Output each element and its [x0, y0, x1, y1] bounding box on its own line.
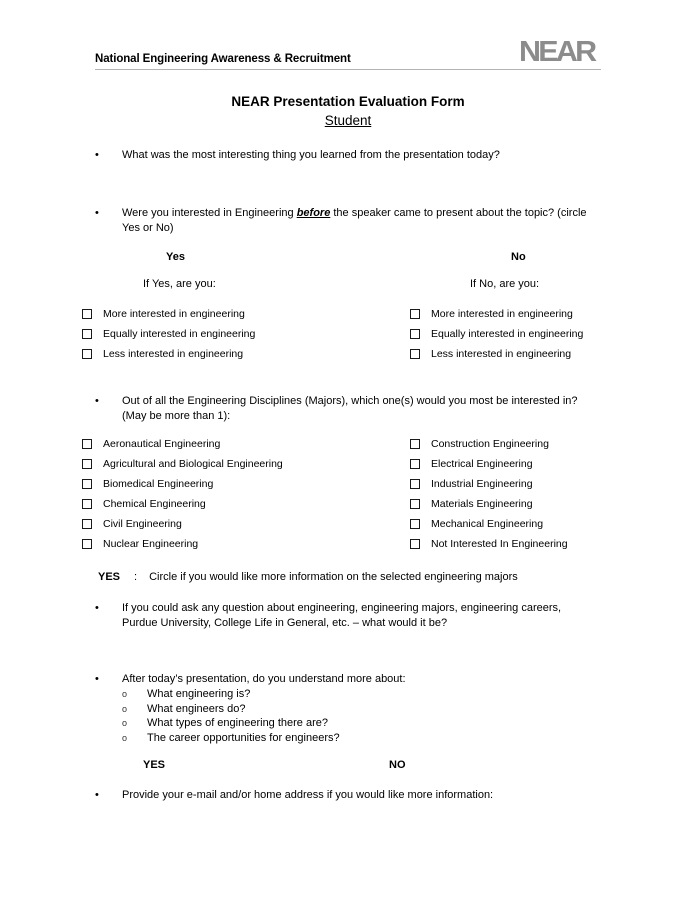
- checkbox-label: Aeronautical Engineering: [103, 438, 221, 450]
- sub-list-item-label: What engineers do?: [147, 702, 246, 715]
- checkbox-label: More interested in engineering: [431, 308, 573, 320]
- more-info-yes-word[interactable]: YES: [98, 571, 121, 583]
- checkbox-icon[interactable]: [410, 439, 420, 449]
- question-6-text: Provide your e-mail and/or home address if you would like more information:: [122, 789, 494, 801]
- checkbox-icon[interactable]: [410, 479, 420, 489]
- checkbox-icon[interactable]: [82, 499, 92, 509]
- checkbox-label: Less interested in engineering: [103, 348, 244, 360]
- checkbox-row[interactable]: [410, 324, 680, 344]
- checkbox-label: Agricultural and Biological Engineering: [103, 458, 283, 470]
- checkbox-label: Less interested in engineering: [431, 348, 572, 360]
- understanding-yes-option[interactable]: YES: [143, 759, 166, 771]
- question-5: [95, 672, 595, 687]
- checkbox-row[interactable]: [410, 434, 680, 454]
- more-info-text: Circle if you would like more information on the selected engineering majors: [149, 571, 518, 583]
- checkbox-row[interactable]: [410, 514, 680, 534]
- checkbox-icon[interactable]: [82, 479, 92, 489]
- checkbox-row[interactable]: [82, 454, 382, 474]
- checkbox-label: Mechanical Engineering: [431, 518, 544, 530]
- question-2: [95, 206, 595, 236]
- question-6: [95, 788, 595, 803]
- question-3: [95, 394, 585, 424]
- question-4: [95, 601, 595, 631]
- checkbox-row[interactable]: [82, 474, 382, 494]
- checkbox-icon[interactable]: [410, 309, 420, 319]
- if-no-label: If No, are you:: [470, 278, 540, 290]
- checkbox-icon[interactable]: [410, 329, 420, 339]
- checkbox-icon[interactable]: [82, 459, 92, 469]
- checkbox-row[interactable]: [82, 304, 372, 324]
- checkbox-row[interactable]: [410, 474, 680, 494]
- document-header: [95, 36, 601, 76]
- question-2-text-part2: the speaker came to present about the topic? (circle Yes or No): [122, 207, 587, 234]
- checkbox-icon[interactable]: [82, 519, 92, 529]
- checkbox-row[interactable]: [410, 494, 680, 514]
- disciplines-left-checkbox-list: [82, 434, 382, 554]
- sub-list-item-label: What types of engineering there are?: [147, 717, 329, 729]
- question-1: [95, 148, 595, 163]
- checkbox-label: Electrical Engineering: [431, 458, 533, 470]
- understanding-sub-list: [122, 687, 340, 745]
- question-5-text: After today’s presentation, do you understand more about:: [122, 673, 406, 685]
- checkbox-row[interactable]: [82, 494, 382, 514]
- circle-bullet-icon: o: [122, 732, 128, 743]
- interest-yes-checkbox-list: [82, 304, 372, 364]
- question-4-text: If you could ask any question about engineering, engineering majors, engineering careers, Purdue University, College Life in General, etc. – what would it be?: [122, 602, 562, 629]
- sub-list-item: [122, 716, 340, 731]
- question-1-text: What was the most interesting thing you learned from the presentation today?: [122, 149, 500, 161]
- checkbox-label: Construction Engineering: [431, 438, 549, 450]
- checkbox-icon[interactable]: [410, 539, 420, 549]
- circle-yes-option[interactable]: Yes: [166, 251, 185, 263]
- checkbox-row[interactable]: [410, 534, 680, 554]
- question-2-text-part1: Were you interested in Engineering: [122, 207, 297, 219]
- bullet-icon: •: [95, 602, 99, 614]
- checkbox-icon[interactable]: [82, 539, 92, 549]
- question-2-emphasis: before: [296, 207, 331, 219]
- checkbox-label: More interested in engineering: [103, 308, 245, 320]
- interest-no-checkbox-list: [410, 304, 680, 364]
- page-subtitle: [0, 112, 696, 129]
- checkbox-icon[interactable]: [410, 519, 420, 529]
- checkbox-label: Equally interested in engineering: [103, 328, 256, 340]
- checkbox-label: Industrial Engineering: [431, 478, 533, 490]
- checkbox-label: Civil Engineering: [103, 518, 182, 530]
- bullet-icon: •: [95, 673, 99, 685]
- understanding-no-option[interactable]: NO: [389, 759, 406, 771]
- bullet-icon: •: [95, 395, 99, 407]
- checkbox-label: Materials Engineering: [431, 498, 533, 510]
- sub-list-item: [122, 687, 340, 702]
- checkbox-icon[interactable]: [82, 309, 92, 319]
- checkbox-icon[interactable]: [82, 349, 92, 359]
- checkbox-row[interactable]: [410, 344, 680, 364]
- checkbox-row[interactable]: [410, 454, 680, 474]
- checkbox-icon[interactable]: [410, 459, 420, 469]
- checkbox-row[interactable]: [82, 324, 372, 344]
- checkbox-row[interactable]: [82, 344, 372, 364]
- sub-list-item: [122, 731, 340, 746]
- circle-bullet-icon: o: [122, 718, 128, 728]
- near-logo: NEAR: [519, 36, 595, 68]
- bullet-icon: •: [95, 789, 99, 801]
- sub-list-item: [122, 702, 340, 717]
- checkbox-row[interactable]: [82, 534, 382, 554]
- checkbox-icon[interactable]: [82, 439, 92, 449]
- checkbox-icon[interactable]: [410, 349, 420, 359]
- circle-bullet-icon: o: [122, 703, 128, 714]
- more-info-separator: :: [134, 571, 138, 583]
- question-3-text: Out of all the Engineering Disciplines (Majors), which one(s) would you most be interested in? (May be more than 1):: [122, 395, 578, 422]
- checkbox-icon[interactable]: [410, 499, 420, 509]
- organization-name: National Engineering Awareness & Recruitment: [95, 53, 351, 65]
- if-yes-label: If Yes, are you:: [143, 278, 216, 290]
- checkbox-icon[interactable]: [82, 329, 92, 339]
- checkbox-label: Chemical Engineering: [103, 498, 206, 510]
- checkbox-row[interactable]: [410, 304, 680, 324]
- page-subtitle-text: Student: [324, 113, 372, 128]
- page-title: NEAR Presentation Evaluation Form: [231, 94, 465, 109]
- checkbox-row[interactable]: [82, 514, 382, 534]
- disciplines-right-checkbox-list: [410, 434, 680, 554]
- checkbox-label: Nuclear Engineering: [103, 538, 199, 550]
- checkbox-row[interactable]: [82, 434, 382, 454]
- question-2-text: [122, 206, 595, 236]
- checkbox-label: Biomedical Engineering: [103, 478, 214, 490]
- checkbox-label: Equally interested in engineering: [431, 328, 584, 340]
- more-info-line: [98, 570, 518, 585]
- bullet-icon: •: [95, 149, 99, 161]
- sub-list-item-label: What engineering is?: [147, 688, 251, 700]
- circle-no-option[interactable]: No: [511, 251, 526, 263]
- checkbox-label: Not Interested In Engineering: [431, 538, 568, 550]
- bullet-icon: •: [95, 207, 99, 219]
- header-divider: [95, 69, 601, 70]
- sub-list-item-label: The career opportunities for engineers?: [147, 731, 340, 744]
- circle-bullet-icon: o: [122, 689, 128, 699]
